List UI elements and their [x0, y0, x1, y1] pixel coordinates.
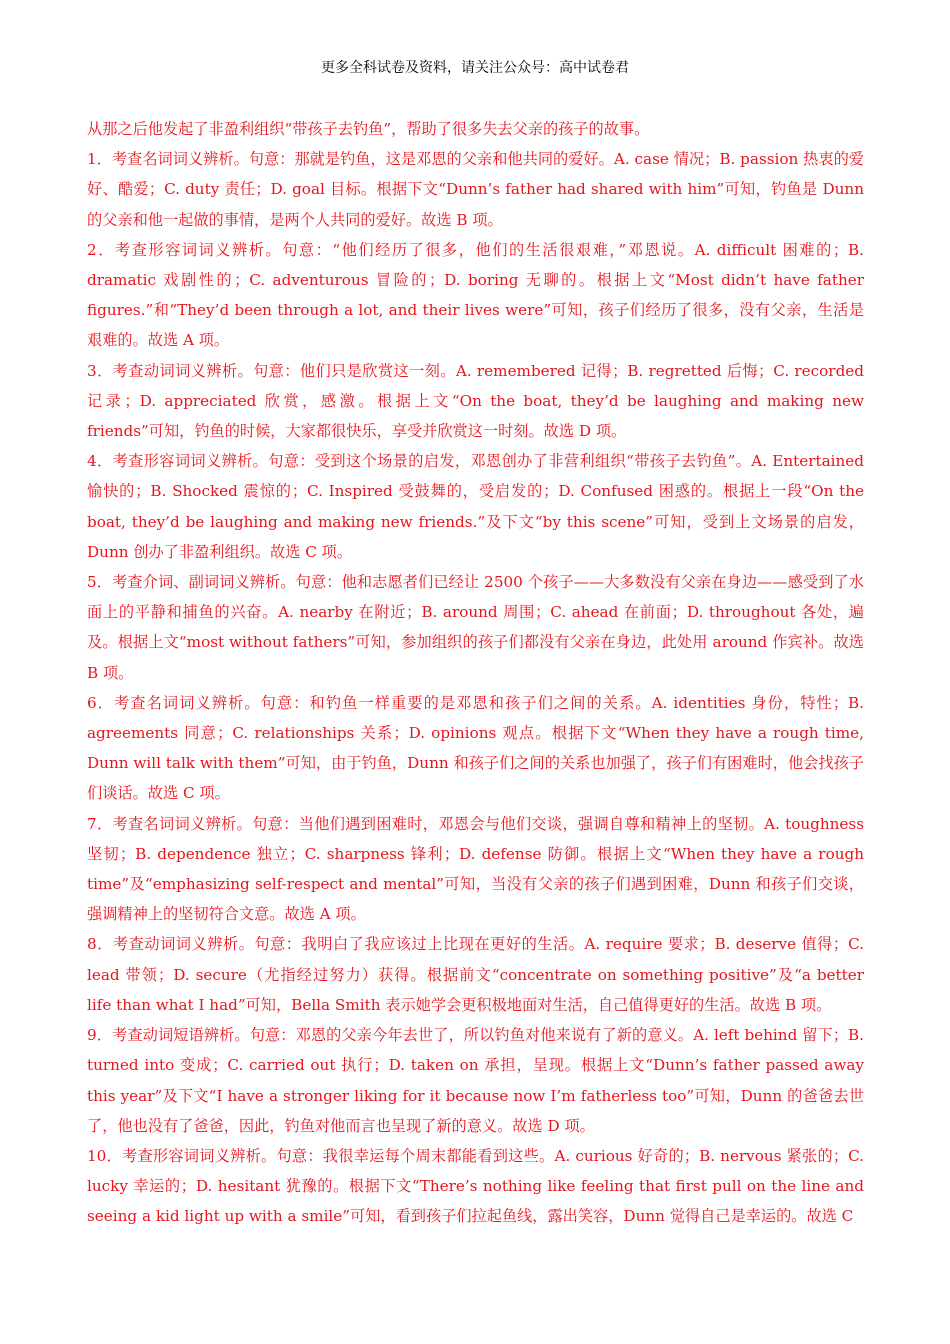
explanation-item-2: 2．考查形容词词义辨析。句意：“他们经历了很多，他们的生活很艰难，”邓恩说。A. difficult 困难的；B. dramatic 戏剧性的；C. adventurous 冒险的；D. boring 无聊的。根据上文“Most didn’t have father figures.”和“They’d been through a lot, and their lives were”可知，孩子们经历了很多，没有父亲，生活是艰难的。故选 A 项。 — [87, 240, 864, 350]
explanation-item-10: 10．考查形容词词义辨析。句意：我很幸运每个周末都能看到这些。A. curious 好奇的；B. nervous 紧张的；C. lucky 幸运的；D. hesitant 犹豫的。根据下文“There’s nothing like feeling that first pull on the line and seeing a kid light up with a smile”可知，看到孩子们拉起鱼线，露出笑容，Dunn 觉得自己是幸运的。故选 C — [87, 1146, 864, 1226]
explanation-item-7: 7．考查名词词义辨析。句意：当他们遇到困难时，邓恩会与他们交谈，强调自尊和精神上的坚韧。A. toughness 坚韧；B. dependence 独立；C. sharpness 锋利；D. defense 防御。根据上文“When they have a rough time”及“emphasizing self-respect and mental”可知，当没有父亲的孩子们遇到困难，Dunn 和孩子们交谈，强调精神上的坚韧符合文意。故选 A 项。 — [87, 814, 864, 924]
answer-explanations — [87, 114, 864, 1232]
explanation-item-6: 6．考查名词词义辨析。句意：和钓鱼一样重要的是邓恩和孩子们之间的关系。A. identities 身份，特性；B. agreements 同意；C. relationships 关系；D. opinions 观点。根据下文“When they have a rough time, Dunn will talk with them”可知，由于钓鱼，Dunn 和孩子们之间的关系也加强了，孩子们有困难时，他会找孩子们谈话。故选 C 项。 — [87, 693, 864, 803]
explanation-item-8: 8．考查动词词义辨析。句意：我明白了我应该过上比现在更好的生活。A. require 要求；B. deserve 值得；C. lead 带领；D. secure（尤指经过努力）获得。根据前文“concentrate on something positive”及“a better life than what I had”可知，Bella Smith 表示她学会更积极地面对生活，自己值得更好的生活。故选 B 项。 — [87, 935, 864, 1014]
explanation-item-3: 3．考查动词词义辨析。句意：他们只是欣赏这一刻。A. remembered 记得；B. regretted 后悔；C. recorded 记录；D. appreciated 欣赏，感激。根据上文“On the boat, they’d be laughing and making new friends”可知，钓鱼的时候，大家都很快乐，享受并欣赏这一时刻。故选 D 项。 — [87, 361, 864, 441]
explanation-item-5: 5．考查介词、副词词义辨析。句意：他和志愿者们已经让 2500 个孩子——大多数没有父亲在身边——感受到了水面上的平静和捕鱼的兴奋。A. nearby 在附近；B. around 周围；C. ahead 在前面；D. throughout 各处，遍及。根据上文“most without fathers”可知，参加组织的孩子们都没有父亲在身边，此处用 around 作宾补。故选 B 项。 — [87, 573, 864, 682]
intro-paragraph: 从那之后他发起了非盈利组织“带孩子去钓鱼”，帮助了很多失去父亲的孩子的故事。 — [87, 120, 650, 138]
explanation-item-1: 1．考查名词词义辨析。句意：那就是钓鱼，这是邓恩的父亲和他共同的爱好。A. case 情况；B. passion 热衷的爱好、酷爱；C. duty 责任；D. goal 目标。根据下文“Dunn’s father had shared with him”可知，钓鱼是 Dunn 的父亲和他一起做的事情，是两个人共同的爱好。故选 B 项。 — [87, 150, 864, 229]
explanation-item-4: 4．考查形容词词义辨析。句意：受到这个场景的启发，邓恩创办了非营利组织“带孩子去钓鱼”。A. Entertained 愉快的；B. Shocked 震惊的；C. Inspired 受鼓舞的，受启发的；D. Confused 困惑的。根据上一段“On the boat, they’d be laughing and making new friends.”及下文“by this scene”可知，受到上文场景的启发，Dunn 创办了非盈利组织。故选 C 项。 — [87, 452, 864, 561]
explanation-item-9: 9．考查动词短语辨析。句意：邓恩的父亲今年去世了，所以钓鱼对他来说有了新的意义。A. left behind 留下；B. turned into 变成；C. carried out 执行；D. taken on 承担，呈现。根据上文“Dunn’s father passed away this year”及下文“I have a stronger liking for it because now I’m fatherless too”可知，Dunn 的爸爸去世了，他也没有了爸爸，因此，钓鱼对他而言也呈现了新的意义。故选 D 项。 — [87, 1026, 864, 1135]
page-header: 更多全科试卷及资料，请关注公众号：高中试卷君 — [321, 60, 629, 76]
